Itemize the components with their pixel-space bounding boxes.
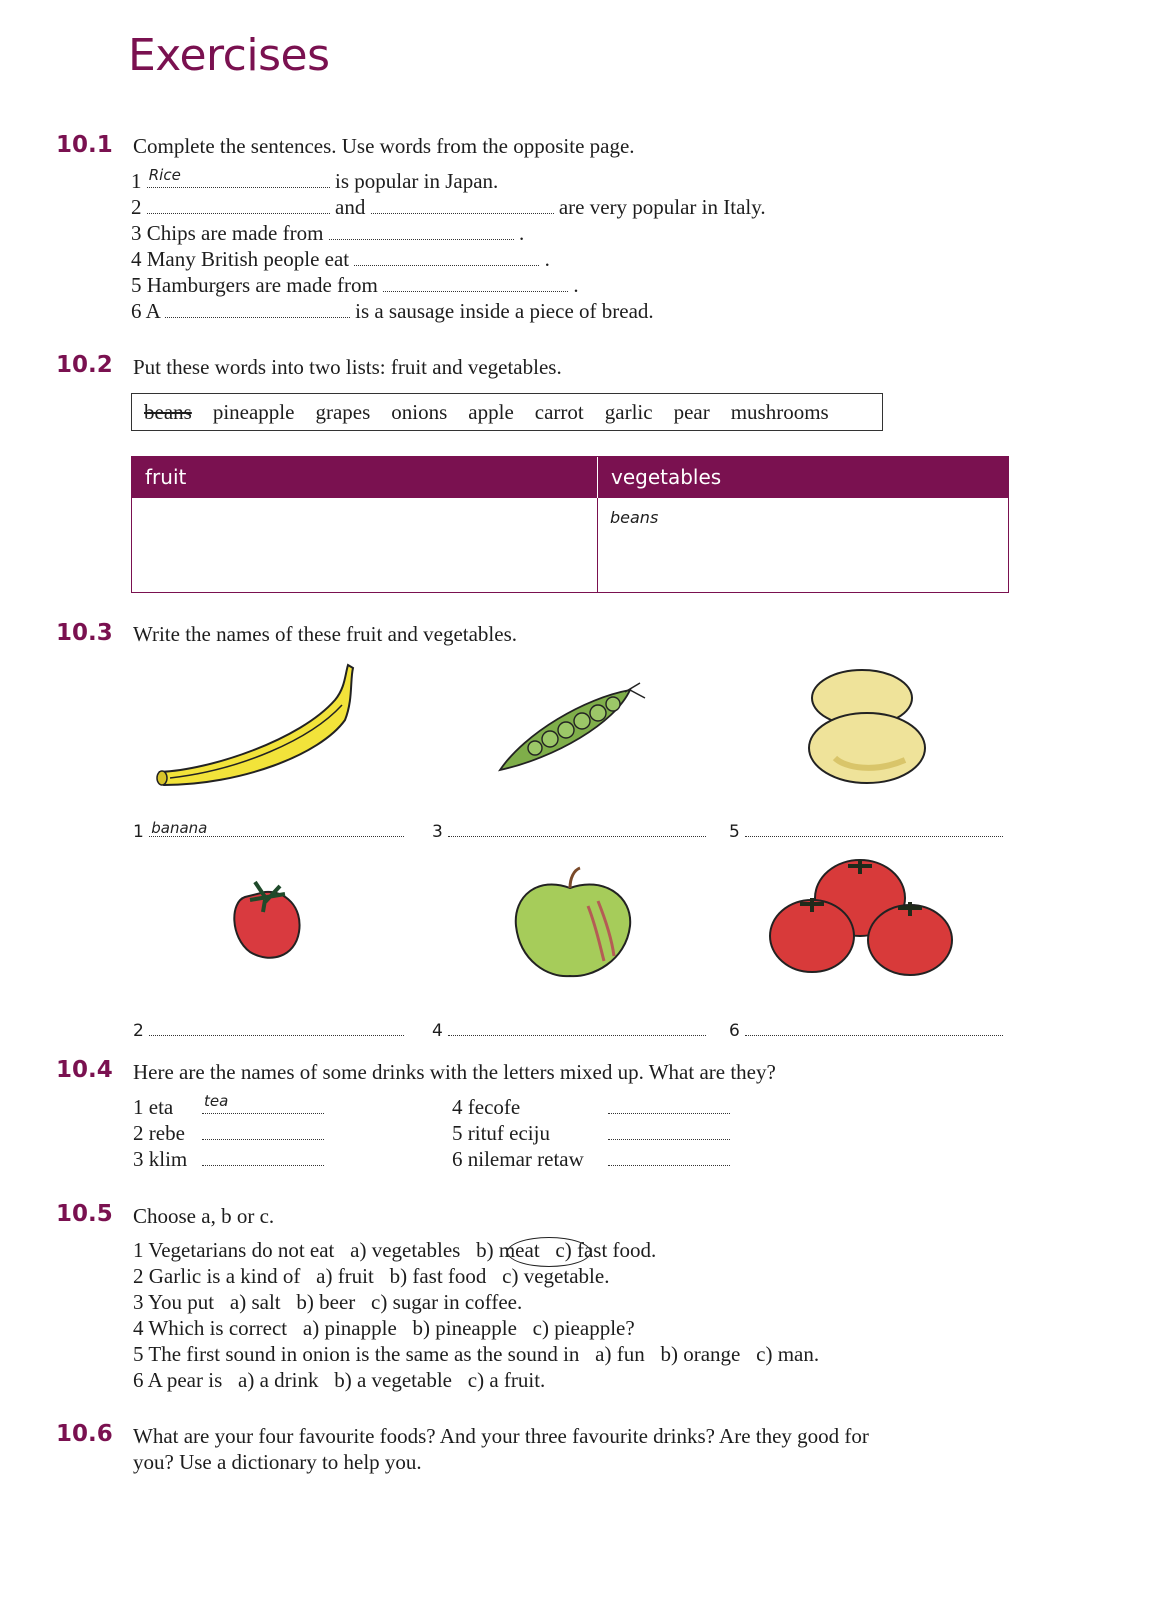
option-b[interactable]: b) pineapple	[412, 1316, 517, 1340]
word: carrot	[534, 399, 584, 424]
drink-item: 4 fecofe	[452, 1094, 730, 1120]
fruit-cell[interactable]	[132, 498, 597, 592]
exercise-number: 10.6	[56, 1421, 113, 1447]
answer-blank[interactable]	[383, 273, 568, 292]
exercise-instruction: What are your four favourite foods? And your three favourite drinks? Are they good for	[133, 1424, 869, 1448]
word: mushrooms	[730, 399, 829, 424]
choice-item: 6 A pear is a) a drink b) a vegetable c) a fruit.	[133, 1368, 546, 1392]
choice-item: 2 Garlic is a kind of a) fruit b) fast food c) vegetable.	[133, 1264, 610, 1288]
answer-blank[interactable]	[608, 1095, 730, 1114]
option-a[interactable]: a) fun	[595, 1342, 645, 1366]
exercise-instruction: Choose a, b or c.	[133, 1204, 275, 1228]
picture-answer-1: 1 banana	[133, 822, 404, 842]
drink-item: 6 nilemar retaw	[452, 1146, 730, 1172]
drink-item: 1 eta tea	[133, 1094, 324, 1120]
strawberry-icon	[225, 872, 310, 964]
option-c[interactable]: c) man.	[756, 1342, 820, 1366]
apple-icon	[508, 866, 638, 984]
column-header-fruit: fruit	[132, 457, 597, 498]
choice-item: 5 The first sound in onion is the same as the sound in a) fun b) orange c) man.	[133, 1342, 820, 1366]
word: grapes	[315, 399, 371, 424]
option-a[interactable]: a) salt	[229, 1290, 281, 1314]
potatoes-icon	[805, 668, 930, 786]
page-title: Exercises	[128, 30, 330, 81]
vegetables-cell[interactable]: beans	[597, 498, 1008, 592]
sentence-item: 5 Hamburgers are made from .	[131, 273, 579, 297]
column-header-vegetables: vegetables	[597, 457, 1008, 498]
picture-answer-4: 4	[432, 1021, 706, 1041]
drink-item: 3 klim	[133, 1146, 324, 1172]
exercise-number: 10.2	[56, 352, 113, 378]
option-a[interactable]: a) pinapple	[302, 1316, 397, 1340]
answer-blank[interactable]: banana	[149, 822, 404, 837]
option-a[interactable]: a) a drink	[238, 1368, 319, 1392]
exercise-instruction: Complete the sentences. Use words from the opposite page.	[133, 134, 635, 158]
exercise-instruction-continued: you? Use a dictionary to help you.	[133, 1450, 422, 1474]
choice-item: 4 Which is correct a) pinapple b) pineapple c) pieapple?	[133, 1316, 635, 1340]
option-c[interactable]: c) sugar in coffee.	[371, 1290, 523, 1314]
word: pear	[673, 399, 710, 424]
answer-blank[interactable]	[202, 1121, 324, 1140]
sentence-item: 6 A is a sausage inside a piece of bread.	[131, 299, 654, 323]
fruit-vegetables-table	[131, 456, 1009, 593]
word: apple	[468, 399, 514, 424]
exercise-instruction: Here are the names of some drinks with the letters mixed up. What are they?	[133, 1060, 776, 1084]
option-a[interactable]: a) fruit	[316, 1264, 374, 1288]
picture-answer-6: 6	[729, 1021, 1003, 1041]
drink-item: 2 rebe	[133, 1120, 324, 1146]
option-b[interactable]: b) a vegetable	[334, 1368, 452, 1392]
picture-answer-3: 3	[432, 822, 706, 842]
answer-blank[interactable]	[448, 822, 706, 837]
tomatoes-icon	[768, 858, 958, 978]
word: pineapple	[212, 399, 295, 424]
option-c[interactable]: c) pieapple?	[532, 1316, 635, 1340]
answer-blank[interactable]	[147, 195, 330, 214]
option-c[interactable]: c) fast food.	[555, 1238, 657, 1262]
answer-blank[interactable]: Rice	[147, 169, 330, 188]
answer-blank[interactable]	[149, 1021, 404, 1036]
exercise-number: 10.4	[56, 1057, 113, 1083]
answer-blank[interactable]	[354, 247, 539, 266]
answer-blank[interactable]	[608, 1147, 730, 1166]
option-b[interactable]: b) meat	[476, 1238, 540, 1262]
sentence-item: 4 Many British people eat .	[131, 247, 550, 271]
exercise-instruction: Put these words into two lists: fruit and vegetables.	[133, 355, 562, 379]
option-b[interactable]: b) orange	[660, 1342, 741, 1366]
option-b[interactable]: b) fast food	[389, 1264, 487, 1288]
option-c[interactable]: c) a fruit.	[467, 1368, 546, 1392]
answer-blank[interactable]	[202, 1147, 324, 1166]
choice-item: 3 You put a) salt b) beer c) sugar in coffee.	[133, 1290, 523, 1314]
answer-blank[interactable]	[371, 195, 554, 214]
choice-item: 1 Vegetarians do not eat a) vegetables b) meat c) fast food.	[133, 1238, 657, 1262]
word: garlic	[604, 399, 653, 424]
exercise-instruction: Write the names of these fruit and vegetables.	[133, 622, 518, 646]
picture-answer-2: 2	[133, 1021, 404, 1041]
sentence-item: 1 Rice is popular in Japan.	[131, 166, 499, 193]
drink-item: 5 rituf eciju	[452, 1120, 730, 1146]
picture-answer-5: 5	[729, 822, 1003, 842]
word-box	[131, 393, 883, 431]
sentence-item: 3 Chips are made from .	[131, 221, 525, 245]
answer-blank[interactable]	[745, 822, 1003, 837]
peas-icon	[495, 678, 650, 778]
answer-blank[interactable]	[608, 1121, 730, 1140]
option-a[interactable]: a) vegetables	[350, 1238, 461, 1262]
answer-blank[interactable]	[745, 1021, 1003, 1036]
option-c[interactable]: c) vegetable.	[502, 1264, 610, 1288]
answer-blank[interactable]	[165, 299, 350, 318]
word: beans	[144, 399, 192, 424]
answer-blank[interactable]	[448, 1021, 706, 1036]
answer-blank[interactable]: tea	[202, 1095, 324, 1114]
exercise-number: 10.1	[56, 132, 113, 158]
exercise-number: 10.5	[56, 1201, 113, 1227]
answer-blank[interactable]	[329, 221, 514, 240]
option-b[interactable]: b) beer	[296, 1290, 356, 1314]
exercise-number: 10.3	[56, 620, 113, 646]
sentence-item: 2 and are very popular in Italy.	[131, 195, 766, 219]
banana-icon	[150, 660, 355, 790]
word: onions	[391, 399, 448, 424]
